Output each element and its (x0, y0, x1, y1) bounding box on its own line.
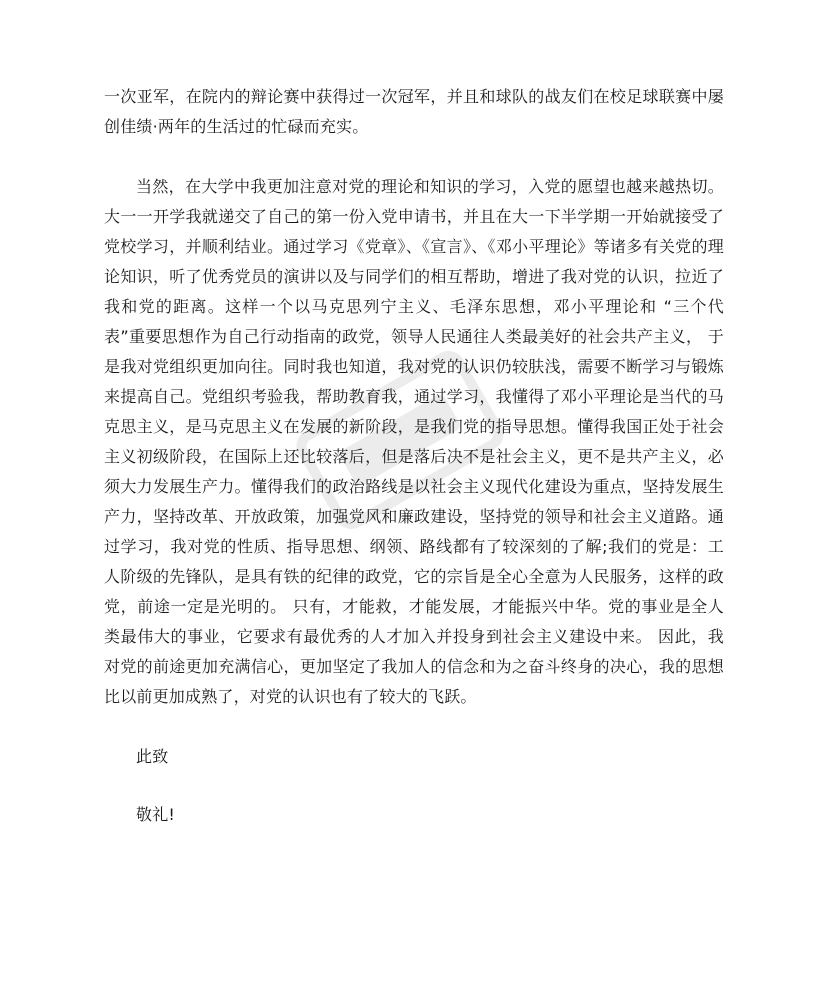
greeting-line: 敬礼! (136, 805, 176, 824)
paragraph-continuation: 一次亚军，在院内的辩论赛中获得过一次冠军，并且和球队的战友们在校足球联赛中屡创佳绩·两年的生活过的忙碌而充实。 (104, 87, 724, 136)
paragraph-main: 当然，在大学中我更加注意对党的理论和知识的学习，入党的愿望也越来越热切。大一一开学我就递交了自己的第一份入党申请书，并且在大一下半学期一开始就接受了党校学习，并顺利结业。通过学习《党章》、《宣言》、《邓小平理论》等诸多有关党的理论知识，听了优秀党员的演讲以及与同学们的相互帮助，增进了我对党的认识，拉近了我和党的距离。这样一个以马克思列宁主义、毛泽东思想，邓小平理论和 “三个代表”重要思想作为自己行动指南的政党，领导人民通往人类最美好的社会共产主义， 于是我对党组织更加向往。同时我也知道，我对党的认识仍较肤浅，需要不断学习与锻炼来提高自己。党组织考验我，帮助教育我，通过学习，我懂得了邓小平理论是当代的马克思主义，是马克思主义在发展的新阶段，是我们党的指导思想。懂得我国正处于社会主义初级阶段，在国际上还比较落后，但是落后决不是社会主义，更不是共产主义，必须大力发展生产力。懂得我们的政治路线是以社会主义现代化建设为重点，坚持发展生产力，坚持改革、开放政策，加强党风和廉政建设，坚持党的领导和社会主义道路。通过学习，我对党的性质、指导思想、纲领、路线都有了较深刻的了解;我们的党是：工人阶级的先锋队，是具有铁的纪律的政党，它的宗旨是全心全意为人民服务，这样的政党，前途一定是光明的。 只有，才能救，才能发展，才能振兴中华。党的事业是全人类最伟大的事业，它要求有最优秀的人才加入并投身到社会主义建设中来。 因此，我对党的前途更加充满信心，更加坚定了我加人的信念和为之奋斗终身的决心，我的思想比以前更加成熟了，对党的认识也有了较大的飞跃。 (104, 177, 724, 706)
document-body (104, 82, 724, 830)
closing-line: 此致 (136, 747, 169, 766)
